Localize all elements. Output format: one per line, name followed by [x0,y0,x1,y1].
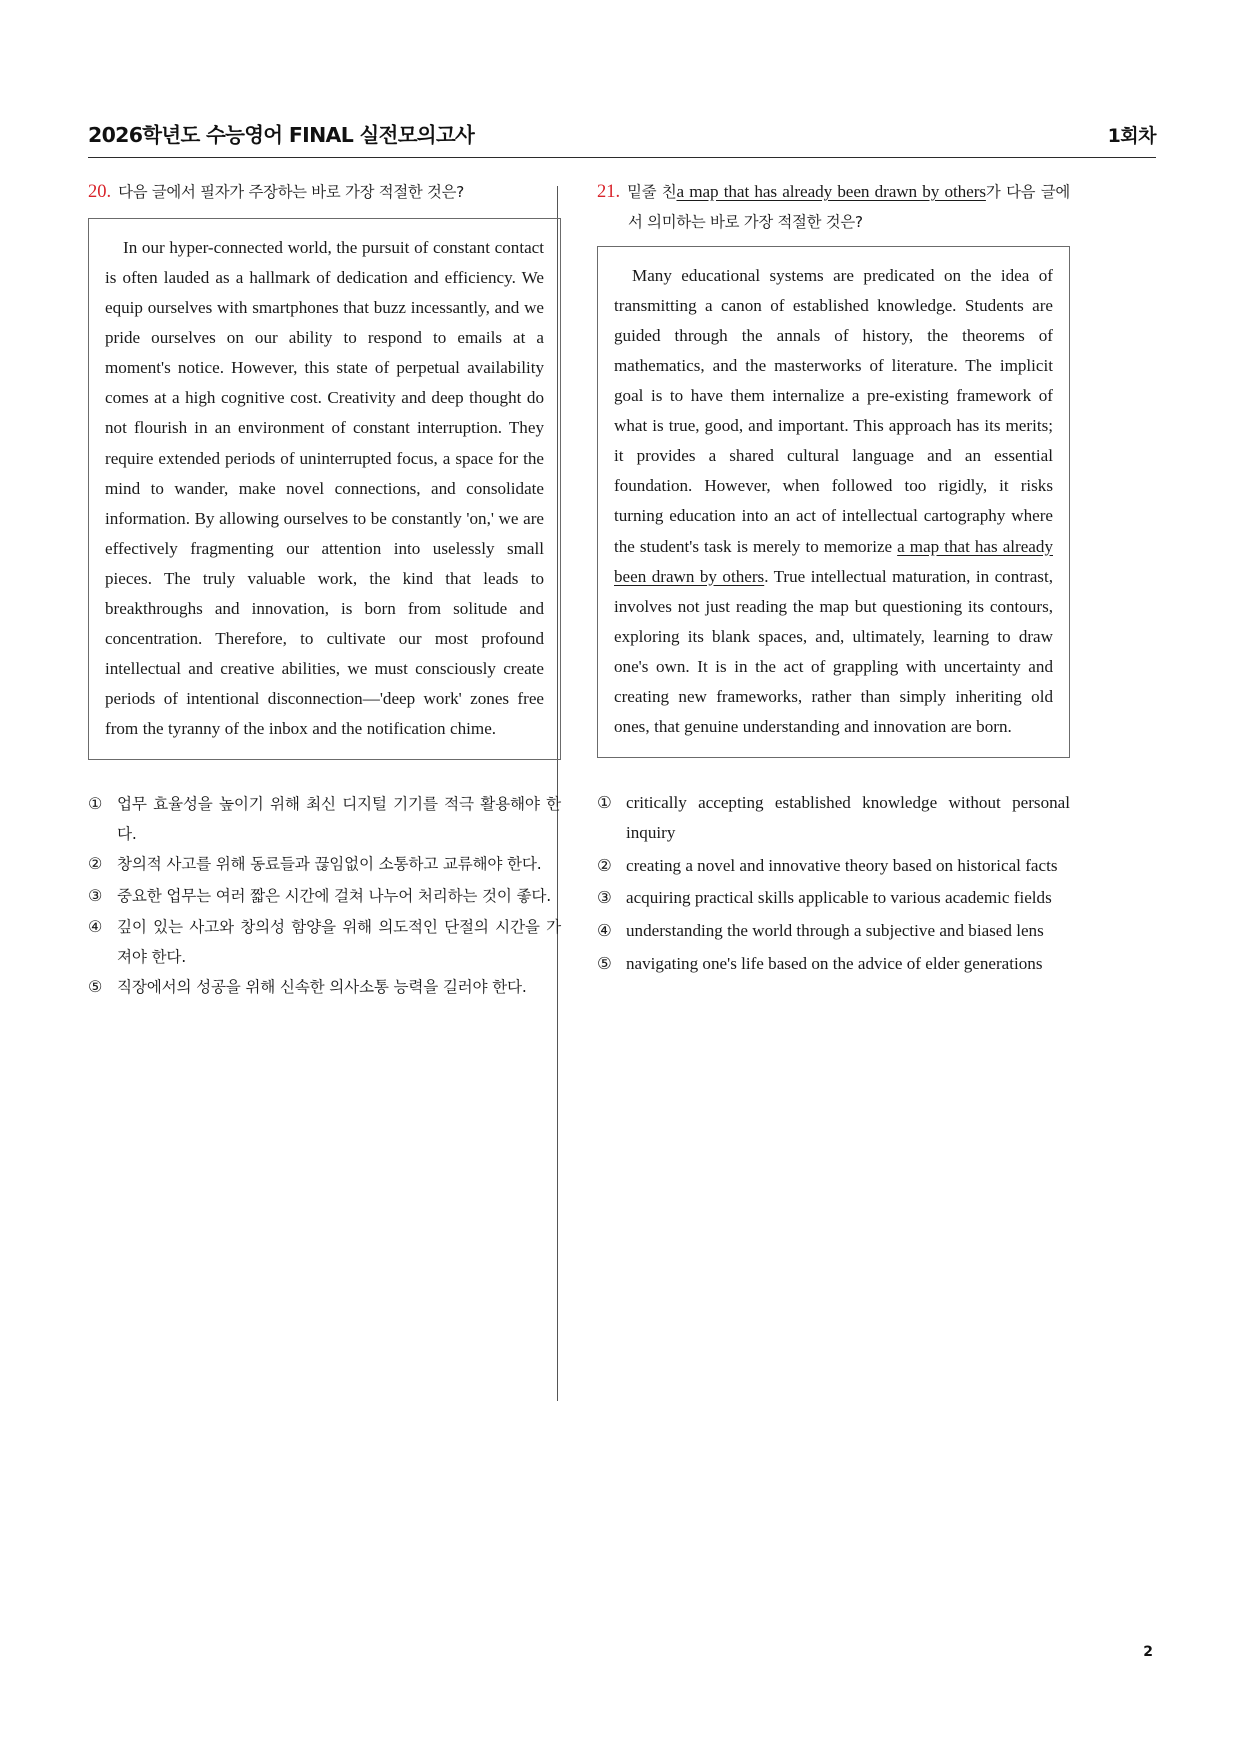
question-21-underlined-phrase: a map that has already been drawn by others [676,182,986,201]
question-20-prompt [88,178,561,208]
question-21-prompt [597,178,1070,236]
choice-option[interactable] [597,883,1070,913]
question-21-passage-text [614,261,1053,742]
choice-marker: ② [88,855,103,874]
choice-label: 업무 효율성을 높이기 위해 최신 디지털 기기를 적극 활용해야 한다. [117,795,561,843]
choice-label: understanding the world through a subjective and biased lens [626,921,1044,941]
choice-option[interactable] [597,788,1070,847]
choice-option[interactable] [88,973,561,1002]
choice-option[interactable] [88,850,561,879]
column-left [88,178,561,1004]
page-header [88,118,1156,148]
column-right [597,178,1070,981]
choice-label: navigating one's life based on the advice of elder generations [626,953,1043,973]
question-21-passage-box [597,246,1070,758]
passage-underlined-phrase: a map that has already been drawn by others [614,536,1053,586]
question-20-passage-box [88,218,561,760]
choice-label: 중요한 업무는 여러 짧은 시간에 걸쳐 나누어 처리하는 것이 좋다. [117,886,552,905]
choice-marker: ② [597,855,612,875]
choice-option[interactable] [88,882,561,911]
choice-marker: ③ [597,888,612,908]
question-20-choices [88,790,561,1002]
question-21-choices [597,788,1070,978]
choice-label: 창의적 사고를 위해 동료들과 끊임없이 소통하고 교류해야 한다. [117,855,542,874]
choice-option[interactable] [597,916,1070,946]
question-21-prompt-suffix: 가 다음 글에서 의미하는 바로 가장 적절한 것은? [628,183,1071,231]
question-21-number: 21. [597,182,621,202]
page-number: 2 [1143,1644,1153,1660]
choice-option[interactable] [597,949,1070,979]
choice-marker: ③ [88,886,103,905]
choice-marker: ① [597,793,612,813]
exam-round-label: 1회차 [1107,125,1156,147]
choice-label: critically accepting established knowledge without personal inquiry [626,793,1070,842]
choice-option[interactable] [597,851,1070,881]
choice-option[interactable] [88,790,561,848]
choice-label: creating a novel and innovative theory based on historical facts [626,855,1058,875]
passage-segment-after: . True intellectual maturation, in contrast, involves not just reading the map but questioning its contours, exploring its blank spaces, and, ultimately, learning to draw one's own. It is in the act of grappling with uncertainty and creating new frameworks, rather than simply inheriting old ones, that genuine understanding and innovation are born. [614,566,1053,736]
header-divider-rule [88,157,1156,158]
exam-title: 2026학년도 수능영어 FINAL 실전모의고사 [88,123,475,147]
choice-marker: ⑤ [88,977,103,996]
choice-marker: ④ [597,921,612,941]
question-20-number: 20. [88,182,112,202]
choice-marker: ① [88,795,103,814]
question-21-prompt-prefix: 밑줄 친 [627,183,677,201]
choice-label: acquiring practical skills applicable to various academic fields [626,888,1052,908]
choice-option[interactable] [88,913,561,971]
question-20-passage-text: In our hyper-connected world, the pursuit of constant contact is often lauded as a hallmark of dedication and efficiency. We equip ourselves with smartphones that buzz incessantly, and we pride ourselves on our ability to respond to emails at a moment's notice. However, this state of perpetual availability comes at a high cognitive cost. Creativity and deep thought do not flourish in an environment of constant interruption. They require extended periods of uninterrupted focus, a space for the mind to wander, make novel connections, and consolidate information. By allowing ourselves to be constantly 'on,' we are effectively fragmenting our attention into uselessly small pieces. The truly valuable work, the kind that leads to breakthroughs and innovation, is born from solitude and concentration. Therefore, to cultivate our most profound intellectual and creative abilities, we must consciously create periods of intentional disconnection—'deep work' zones free from the tyranny of the inbox and the notification chime. [105,237,544,739]
question-20-prompt-text: 다음 글에서 필자가 주장하는 바로 가장 적절한 것은? [118,183,465,201]
passage-segment-before: Many educational systems are predicated on the idea of transmitting a canon of established knowledge. Students are guided through the annals of history, the theorems of mathematics, and the masterworks of literature. The implicit goal is to have them internalize a pre-existing framework of what is true, good, and important. This approach has its merits; it provides a shared cultural language and an essential foundation. However, when followed too rigidly, it risks turning education into an act of intellectual cartography where the student's task is merely to memorize [614,265,1053,556]
choice-label: 깊이 있는 사고와 창의성 함양을 위해 의도적인 단절의 시간을 가져야 한다. [117,918,561,966]
two-column-body [88,178,1156,1508]
choice-marker: ⑤ [597,953,612,973]
choice-marker: ④ [88,918,103,937]
choice-label: 직장에서의 성공을 위해 신속한 의사소통 능력을 길러야 한다. [117,977,527,996]
